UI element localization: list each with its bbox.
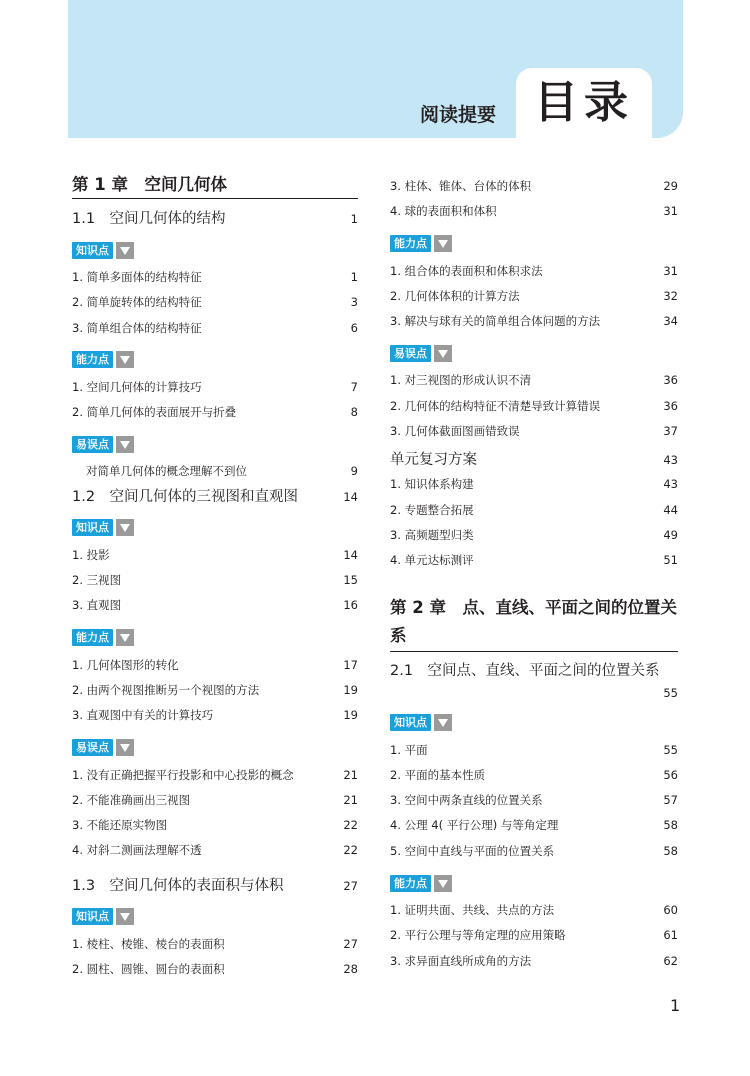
toc-entry[interactable]: [390, 259, 678, 284]
toc-entry-page: 37: [663, 424, 678, 439]
section-heading[interactable]: [72, 874, 358, 898]
toc-entry-page: 19: [343, 708, 358, 723]
toc-entry-page: 60: [663, 903, 678, 918]
toc-entry-title: 1. 空间几何体的计算技巧: [72, 379, 202, 394]
toc-entry-page: 58: [663, 818, 678, 833]
section-title: 1.2 空间几何体的三视图和直观图: [72, 488, 299, 505]
toc-entry[interactable]: [390, 949, 678, 974]
chevron-down-icon: [116, 242, 134, 259]
toc-entry-page: 34: [663, 314, 678, 329]
toc-entry-title: 1. 没有正确把握平行投影和中心投影的概念: [72, 767, 294, 782]
toc-entry-page: 31: [663, 263, 678, 278]
chapter-title: 第 2 章 点、直线、平面之间的位置关系: [390, 594, 678, 652]
toc-entry-page: 8: [350, 405, 358, 420]
toc-entry[interactable]: [390, 923, 678, 948]
toc-entry-page: 1: [350, 270, 358, 284]
badge-label: 能力点: [390, 235, 431, 252]
toc-entry-title: 4. 公理 4( 平行公理) 与等角定理: [390, 818, 559, 833]
toc-entry-title: 4. 对斜二测画法理解不透: [72, 843, 202, 858]
toc-entry-title: 3. 柱体、锥体、台体的体积: [390, 179, 532, 193]
toc-entry-title: 3. 几何体截面图画错致误: [390, 424, 520, 439]
badge-label: 知识点: [72, 242, 113, 259]
chevron-down-icon: [434, 235, 452, 252]
page-number: 1: [670, 996, 681, 1015]
toc-entry-page: 3: [350, 295, 358, 310]
toc-entry[interactable]: [72, 788, 358, 813]
toc-entry-title: 3. 不能还原实物图: [72, 818, 168, 833]
toc-entry-title: 1. 组合体的表面积和体积求法: [390, 263, 543, 278]
toc-entry-title: 2. 几何体的结构特征不清楚导致计算错误: [390, 398, 601, 413]
section-page: 14: [343, 489, 358, 504]
toc-entry-title: 2. 简单旋转体的结构特征: [72, 295, 202, 310]
toc-entry-page: 17: [343, 657, 358, 672]
header-subtitle: 阅读提要: [420, 104, 497, 126]
toc-entry[interactable]: [72, 316, 358, 341]
toc-entry[interactable]: [72, 290, 358, 315]
toc-entry[interactable]: [72, 459, 358, 484]
toc-entry-page: 61: [663, 928, 678, 943]
toc-entry[interactable]: [390, 368, 678, 393]
left-column: [72, 174, 358, 982]
toc-entry-title: 1. 证明共面、共线、共点的方法: [390, 903, 555, 918]
toc-entry[interactable]: [390, 839, 678, 864]
toc-entry[interactable]: [390, 763, 678, 788]
toc-entry[interactable]: [72, 763, 358, 788]
badge-label: 能力点: [390, 875, 431, 892]
badge-label: 能力点: [72, 629, 113, 646]
toc-entry-title: 4. 球的表面积和体积: [390, 204, 497, 219]
section-title: 2.1 空间点、直线、平面之间的位置关系: [390, 662, 660, 679]
chapter-title: 第 1 章 空间几何体: [72, 174, 358, 199]
badge-ability: [72, 629, 358, 647]
toc-entry-title: 1. 平面: [390, 742, 428, 757]
right-column: [390, 174, 678, 974]
toc-entry-page: 58: [663, 843, 678, 858]
toc-entry-page: 57: [663, 793, 678, 808]
toc-entry-title: 1. 知识体系构建: [390, 477, 474, 492]
chevron-down-icon: [116, 519, 134, 536]
badge-ability: [390, 235, 678, 253]
toc-entry[interactable]: [390, 394, 678, 419]
toc-entry[interactable]: [390, 738, 678, 763]
toc-entry-title: 3. 高频题型归类: [390, 527, 474, 542]
toc-entry-title: 1. 几何体图形的转化: [72, 657, 179, 672]
badge-knowledge: [72, 519, 358, 537]
toc-entry-page: 21: [343, 767, 358, 782]
toc-entry-page: 6: [350, 320, 358, 335]
toc-entry-title: 1. 投影: [72, 547, 110, 562]
section-title: 单元复习方案: [390, 452, 477, 469]
section-heading[interactable]: [72, 207, 358, 231]
chevron-down-icon: [116, 739, 134, 756]
toc-entry-page: 27: [343, 936, 358, 951]
badge-mistake: [72, 739, 358, 757]
toc-entry-title: 1. 简单多面体的结构特征: [72, 270, 202, 284]
toc-entry-page: 56: [663, 767, 678, 782]
toc-entry[interactable]: [390, 309, 678, 334]
review-heading[interactable]: [390, 448, 678, 472]
toc-entry[interactable]: [72, 838, 358, 863]
badge-knowledge: [390, 714, 678, 732]
toc-entry[interactable]: [390, 548, 678, 573]
toc-entry-title: 1. 棱柱、棱锥、棱台的表面积: [72, 936, 225, 951]
toc-entry-page: 15: [343, 573, 358, 588]
toc-entry-title: 对简单几何体的概念理解不到位: [86, 464, 247, 479]
toc-entry[interactable]: [390, 898, 678, 923]
toc-entry-title: 4. 单元达标测评: [390, 553, 474, 568]
toc-entry[interactable]: [390, 498, 678, 523]
toc-entry[interactable]: [72, 957, 358, 982]
toc-entry-title: 3. 简单组合体的结构特征: [72, 320, 202, 335]
header-title-tab: [516, 68, 652, 138]
toc-entry-title: 2. 专题整合拓展: [390, 502, 474, 517]
toc-entry-page: 43: [663, 477, 678, 492]
badge-knowledge: [72, 908, 358, 926]
badge-label: 知识点: [72, 908, 113, 925]
badge-mistake: [72, 435, 358, 453]
toc-entry-page: 29: [663, 179, 678, 193]
toc-entry-title: 3. 求异面直线所成角的方法: [390, 953, 532, 968]
section-page: 1: [350, 212, 358, 226]
toc-entry[interactable]: [72, 543, 358, 568]
toc-entry[interactable]: [72, 653, 358, 678]
badge-ability: [390, 874, 678, 892]
section-heading[interactable]: [72, 485, 358, 509]
toc-entry[interactable]: [390, 199, 678, 224]
toc-entry[interactable]: [390, 523, 678, 548]
section-page: 27: [343, 878, 358, 893]
toc-entry-title: 2. 简单几何体的表面展开与折叠: [72, 405, 237, 420]
toc-entry-title: 3. 空间中两条直线的位置关系: [390, 793, 543, 808]
toc-entry-title: 2. 平面的基本性质: [390, 767, 486, 782]
toc-entry-title: 3. 直观图: [72, 598, 122, 613]
toc-entry[interactable]: [72, 593, 358, 618]
toc-entry[interactable]: [72, 932, 358, 957]
badge-label: 易误点: [72, 739, 113, 756]
chevron-down-icon: [116, 351, 134, 368]
section-heading[interactable]: [390, 660, 678, 704]
chevron-down-icon: [116, 629, 134, 646]
toc-entry-title: 2. 几何体体积的计算方法: [390, 288, 520, 303]
toc-entry-title: 2. 圆柱、圆锥、圆台的表面积: [72, 962, 225, 977]
toc-entry[interactable]: [390, 174, 678, 199]
toc-entry[interactable]: [72, 375, 358, 400]
badge-label: 知识点: [72, 519, 113, 536]
toc-entry-title: 3. 直观图中有关的计算技巧: [72, 708, 214, 723]
toc-entry[interactable]: [390, 813, 678, 838]
toc-entry-title: 3. 解决与球有关的简单组合体问题的方法: [390, 314, 601, 329]
toc-entry-page: 22: [343, 843, 358, 858]
toc-entry[interactable]: [72, 568, 358, 593]
toc-entry-title: 2. 平行公理与等角定理的应用策略: [390, 928, 566, 943]
section-page: 55: [663, 685, 678, 700]
toc-entry-title: 1. 对三视图的形成认识不清: [390, 373, 532, 388]
toc-entry-page: 51: [663, 553, 678, 568]
toc-entry-page: 7: [350, 379, 358, 394]
toc-entry-page: 9: [350, 464, 358, 479]
toc-entry[interactable]: [72, 703, 358, 728]
toc-entry-page: 16: [343, 598, 358, 613]
badge-label: 能力点: [72, 351, 113, 368]
chevron-down-icon: [116, 908, 134, 925]
toc-entry[interactable]: [72, 813, 358, 838]
badge-label: 易误点: [72, 436, 113, 453]
section-title: 1.3 空间几何体的表面积与体积: [72, 877, 284, 894]
toc-entry-title: 2. 三视图: [72, 573, 122, 588]
toc-entry-page: 32: [663, 288, 678, 303]
badge-mistake: [390, 344, 678, 362]
toc-entry-page: 36: [663, 373, 678, 388]
toc-entry[interactable]: [72, 678, 358, 703]
toc-entry-page: 31: [663, 204, 678, 219]
toc-entry-title: 2. 不能准确画出三视图: [72, 792, 191, 807]
toc-entry-page: 19: [343, 682, 358, 697]
badge-ability: [72, 351, 358, 369]
toc-entry[interactable]: [390, 472, 678, 497]
chevron-down-icon: [116, 436, 134, 453]
badge-label: 知识点: [390, 714, 431, 731]
chevron-down-icon: [434, 875, 452, 892]
chevron-down-icon: [434, 714, 452, 731]
toc-entry-page: 14: [343, 547, 358, 562]
toc-entry-page: 21: [343, 792, 358, 807]
toc-entry[interactable]: [390, 788, 678, 813]
toc-entry-page: 36: [663, 398, 678, 413]
toc-entry-page: 28: [343, 962, 358, 977]
chevron-down-icon: [434, 345, 452, 362]
toc-entry[interactable]: [390, 284, 678, 309]
toc-entry-page: 49: [663, 527, 678, 542]
toc-entry[interactable]: [72, 265, 358, 290]
toc-entry[interactable]: [72, 400, 358, 425]
toc-entry-page: 55: [663, 742, 678, 757]
toc-entry-title: 2. 由两个视图推断另一个视图的方法: [72, 682, 260, 697]
section-page: 43: [663, 453, 678, 468]
section-title: 1.1 空间几何体的结构: [72, 211, 226, 227]
toc-entry-title: 5. 空间中直线与平面的位置关系: [390, 843, 555, 858]
badge-label: 易误点: [390, 345, 431, 362]
toc-entry-page: 22: [343, 818, 358, 833]
page-title: 目录: [534, 77, 634, 128]
toc-entry-page: 62: [663, 953, 678, 968]
toc-entry[interactable]: [390, 419, 678, 444]
badge-knowledge: [72, 241, 358, 259]
toc-entry-page: 44: [663, 502, 678, 517]
